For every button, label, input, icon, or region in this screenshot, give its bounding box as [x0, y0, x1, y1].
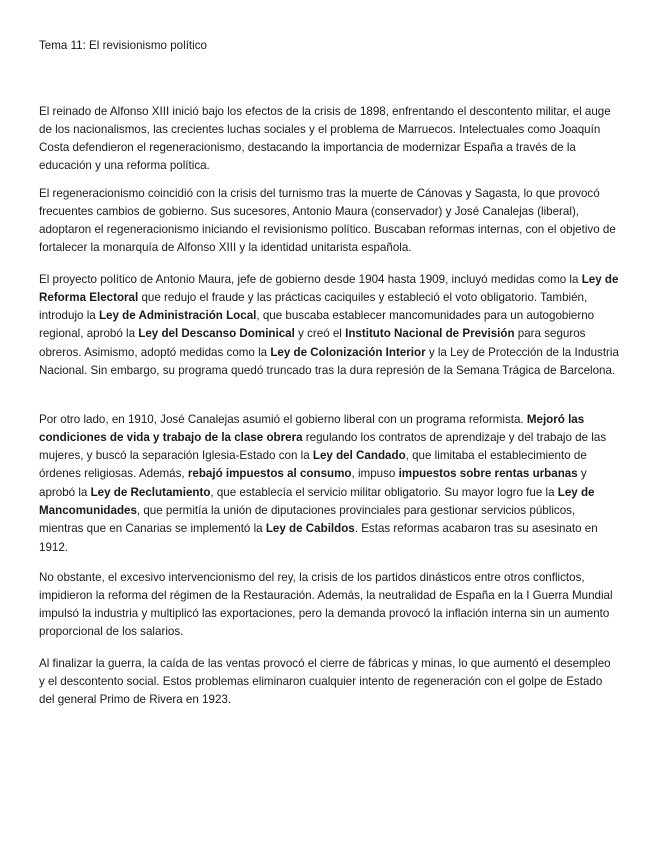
paragraph — [39, 411, 619, 557]
bold-term: Ley de Reforma Electoral — [39, 272, 619, 304]
text-run: , que establecía el servicio militar obligatorio. Su mayor logro fue la — [210, 485, 558, 499]
text-run: , impuso — [351, 467, 399, 481]
paragraph — [39, 185, 619, 258]
text-run: Por otro lado, en 1910, José Canalejas asumió el gobierno liberal con un programa reformista. — [39, 412, 527, 426]
bold-term: Ley del Candado — [312, 449, 406, 463]
bold-term: Ley de Administración Local — [98, 309, 257, 323]
text-run: , que limitaba el establecimiento de órdenes religiosas. Además, — [39, 449, 587, 481]
bold-term: Instituto Nacional de Previsión — [345, 327, 515, 341]
text-run: El regeneracionismo coincidió con la crisis del turnismo tras la muerte de Cánovas y Sagasta, lo que provocó frecuentes cambios de gobierno. Sus sucesores, Antonio Maura (conservador) y José Canalejas (liberal), adoptaron el regeneracionismo iniciando el revisionismo político. Buscaban reformas internas, con el objetivo de fortalecer la monarquía de Alfonso XIII y la identidad unitarista española. — [39, 186, 616, 255]
page-title: Tema 11: El revisionismo político — [39, 39, 207, 52]
bold-term: Ley de Mancomunidades — [39, 485, 595, 518]
text-run: , que permitía la unión de diputaciones provinciales para gestionar servicios públicos, mientras que en Canarias se implementó la — [39, 504, 576, 536]
text-run: . Estas reformas acabaron tras su asesinato en 1912. — [39, 522, 598, 554]
text-run: Al finalizar la guerra, la caída de las ventas provocó el cierre de fábricas y minas, lo que aumentó el desempleo y el descontento social. Estos problemas eliminaron cualquier intento de regeneración con el golpe de Estado del general Primo de Rivera en 1923. — [39, 656, 611, 707]
text-run: , que buscaba establecer mancomunidades para un autogobierno regional, aprobó la — [39, 309, 595, 341]
text-run: para seguros obreros. Asimismo, adoptó medidas como la — [39, 327, 586, 359]
bold-term: Ley de Cabildos — [265, 522, 355, 536]
text-run: No obstante, el excesivo intervencionismo del rey, la crisis de los partidos dinásticos entre otros conflictos, impidieron la reforma del régimen de la Restauración. Además, la neutralidad de España en la I Guerra Mundial impulsó la industria y multiplicó las exportaciones, pero la demanda provocó la inflación interna sin un aumento proporcional de los salarios. — [39, 570, 613, 639]
text-run: y creó el — [294, 327, 346, 341]
bold-term: rebajó impuestos al consumo — [187, 467, 352, 481]
bold-term: Mejoró las condiciones de vida y trabajo de la clase obrera — [39, 412, 585, 444]
bold-term: Ley de Colonización Interior — [270, 345, 426, 359]
text-run: que redujo el fraude y las prácticas caciquiles y estableció el voto obligatorio. También, introdujo la — [39, 290, 588, 323]
bold-term: Ley del Descanso Dominical — [138, 327, 295, 341]
paragraph — [39, 271, 619, 381]
paragraph — [39, 569, 619, 642]
paragraph — [39, 103, 619, 176]
text-run: regulando los contratos de aprendizaje y del trabajo de las mujeres, y buscó la separación Iglesia-Estado con la — [39, 430, 607, 463]
text-run: El reinado de Alfonso XIII inició bajo los efectos de la crisis de 1898, enfrentando el descontento militar, el auge de los nacionalismos, las crecientes luchas sociales y el problema de Marruecos. Intelectuales como Joaquín Costa defendieron el regeneracionismo, destacando la importancia de modernizar España a través de la educación y una reforma política. — [39, 104, 611, 173]
text-run: y aprobó la — [39, 467, 587, 499]
text-run: y la Ley de Protección de la Industria Nacional. Sin embargo, su programa quedó truncado tras la dura represión de la Semana Trágica de Barcelona. — [39, 345, 619, 378]
paragraph — [39, 655, 619, 710]
bold-term: impuestos sobre rentas urbanas — [398, 467, 578, 481]
text-run: El proyecto político de Antonio Maura, jefe de gobierno desde 1904 hasta 1909, incluyó medidas como la — [39, 272, 582, 286]
bold-term: Ley de Reclutamiento — [90, 485, 211, 499]
